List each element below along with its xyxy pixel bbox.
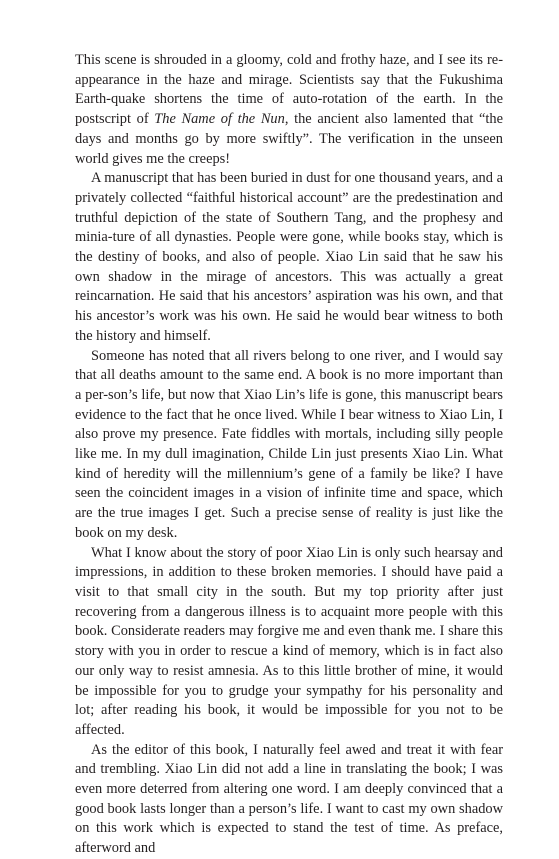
paragraph-1: [75, 51, 503, 169]
paragraph-3-text: Someone has noted that all rivers belong to one river, and I would say that all deaths amount to the same end. A book is no more important than a per-son’s life, but now that Xiao Lin’s life is gone, this manuscript bears evidence to the fact that he once lived. While I bear witness to Xiao Lin, I also prove my presence. Fate fiddles with mortals, including silly people like me. In my dull imagination, Childe Lin just presents Xiao Lin. What kind of heredity will the millennium’s gene of a family be like? I have seen the coincident images in a vision of infinite time and space, which are the true images I get. Such a precise sense of reality is just like the book on my desk.: [75, 347, 503, 541]
paragraph-1-text-b: , the ancient also lamented that “the days and months go by more swiftly”. The verification in the unseen world gives me the creeps!: [75, 111, 503, 167]
paragraph-2: [75, 169, 503, 346]
paragraph-2-text: A manuscript that has been buried in dust for one thousand years, and a privately collected “faithful historical account” are the predestination and truthful depiction of the state of Southern Tang, and the prophesy and minia-ture of all dynasties. People were gone, while books stay, which is the destiny of books, and also of people. Xiao Lin said that he saw his own shadow in the mirage of ancestors. This was actually a great reincarnation. He said that his ancestors’ aspiration was his own, and that his ancestor’s work was his own. He said he would bear witness to both the history and himself.: [75, 170, 503, 344]
page-body: [75, 51, 503, 859]
paragraph-5: [75, 741, 503, 859]
paragraph-4: [75, 544, 503, 741]
paragraph-4-text: What I know about the story of poor Xiao Lin is only such hearsay and impressions, in addition to these broken memories. I should have paid a visit to that small city in the south. But my top priority after just recovering from a dangerous illness is to acquaint more people with this book. Considerate readers may forgive me and even thank me. I share this story with you in order to rescue a kind of memory, which is in fact also our only way to resist amnesia. As to this little brother of mine, it would be impossible for you to grudge your sympathy for his personality and lot; after reading his book, it would be impossible for you not to be affected.: [75, 544, 503, 738]
book-title-the-name-of-the-nun: The Name of the Nun: [154, 111, 285, 128]
paragraph-5-text: As the editor of this book, I naturally feel awed and treat it with fear and trembling. Xiao Lin did not add a line in translating the book; I was even more deterred from altering one word. I am deeply convinced that a good book lasts longer than a person’s life. I want to cast my own shadow on this work which is expected to stand the test of time. As preface, afterword and: [75, 741, 503, 857]
paragraph-3: [75, 347, 503, 544]
paragraph-1-text-a: This scene is shrouded in a gloomy, cold and frothy haze, and I see its re-appearance in the haze and mirage. Scientists say that the Fukushima Earth-quake shortens the time of auto-rotation of the earth. In the postscript of: [75, 52, 503, 128]
